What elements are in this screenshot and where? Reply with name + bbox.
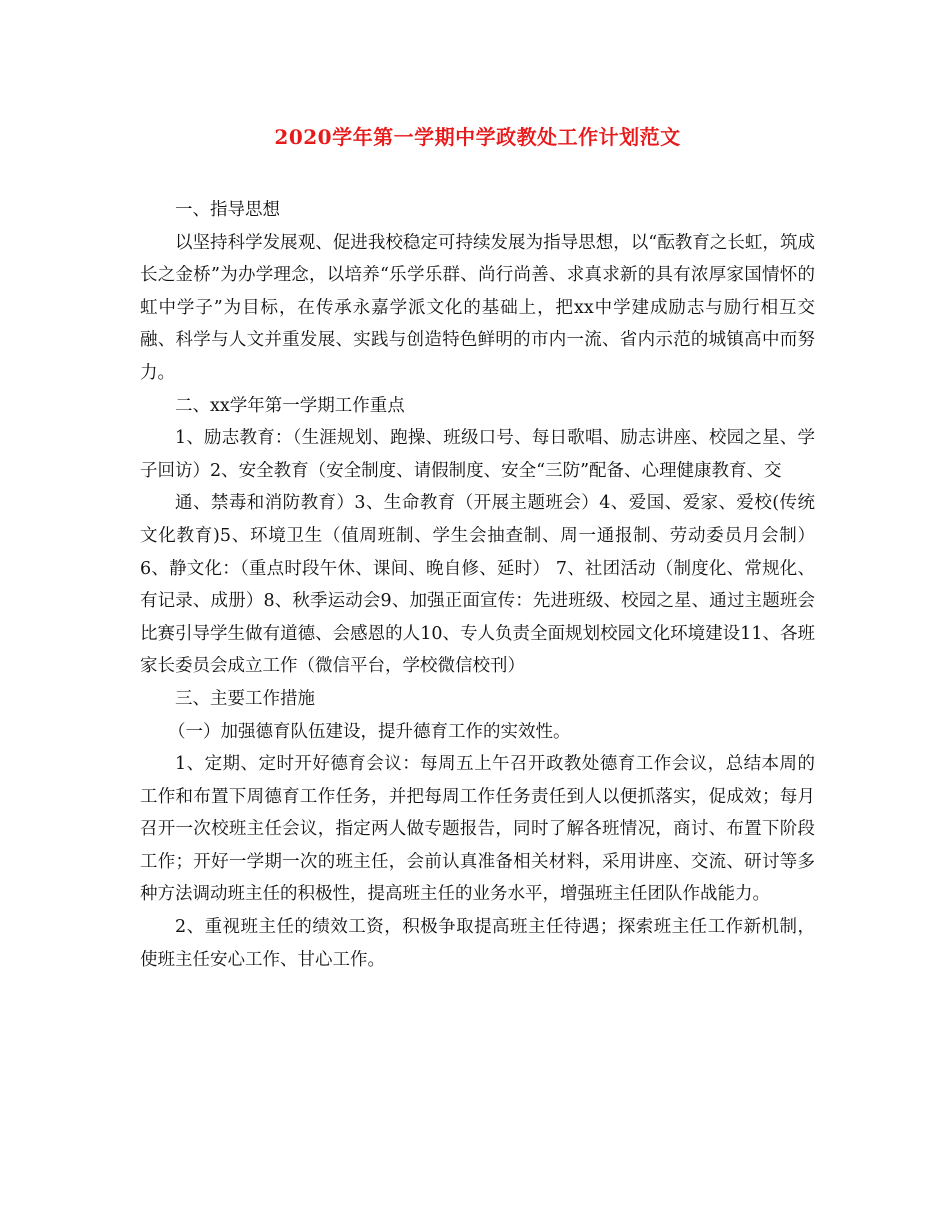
document-body <box>140 194 815 976</box>
paragraph-guiding-thought: 以坚持科学发展观、促进我校稳定可持续发展为指导思想，以“酝教育之长虹，筑成长之金桥”为办学理念，以培养“乐学乐群、尚行尚善、求真求新的具有浓厚家国情怀的虹中学子”为目标，在传承永嘉学派文化的基础上，把xx中学建成励志与励行相互交融、科学与人文并重发展、实践与创造特色鲜明的市内一流、省内示范的城镇高中而努力。 <box>140 232 815 383</box>
paragraph-work-focus-part2: 通、禁毒和消防教育）3、生命教育（开展主题班会）4、爱国、爱家、爱校(传统文化教育)5、环境卫生（值周班制、学生会抽查制、周一通报制、劳动委员月会制）6、静文化：（重点时段午休、课间、晚自修、延时） 7、社团活动（制度化、常规化、有记录、成册）8、秋季运动会9、加强正面宣传：先进班级、校园之星、通过主题班会比赛引导学生做有道德、会感恩的人10、专人负责全面规划校园文化环境建设11、各班家长委员会成立工作（微信平台，学校微信校刊） <box>140 493 815 677</box>
section-heading-main-measures: 三、主要工作措施 <box>175 688 315 709</box>
subsection-heading-moral-team: （一）加强德育队伍建设，提升德育工作的实效性。 <box>168 721 571 742</box>
section-heading-work-focus: 二、xx学年第一学期工作重点 <box>175 395 405 416</box>
document-title: 2020学年第一学期中学政教处工作计划范文 <box>274 125 681 149</box>
section-heading-guiding-thought: 一、指导思想 <box>175 200 280 220</box>
paragraph-work-focus-part1: 1、励志教育：（生涯规划、跑操、班级口号、每日歌唱、励志讲座、校园之星、学子回访）2、安全教育（安全制度、请假制度、安全“三防”配备、心理健康教育、交 <box>140 428 815 481</box>
paragraph-measure-2: 2、重视班主任的绩效工资，积极争取提高班主任待遇；探索班主任工作新机制，使班主任安心工作、甘心工作。 <box>140 917 815 970</box>
paragraph-measure-1: 1、定期、定时开好德育会议：每周五上午召开政教处德育工作会议，总结本周的工作和布置下周德育工作任务，并把每周工作任务责任到人以便抓落实，促成效；每月召开一次校班主任会议，指定两人做专题报告，同时了解各班情况，商讨、布置下阶段工作；开好一学期一次的班主任，会前认真准备相关材料，采用讲座、交流、研讨等多种方法调动班主任的积极性，提高班主任的业务水平，增强班主任团队作战能力。 <box>140 754 815 905</box>
